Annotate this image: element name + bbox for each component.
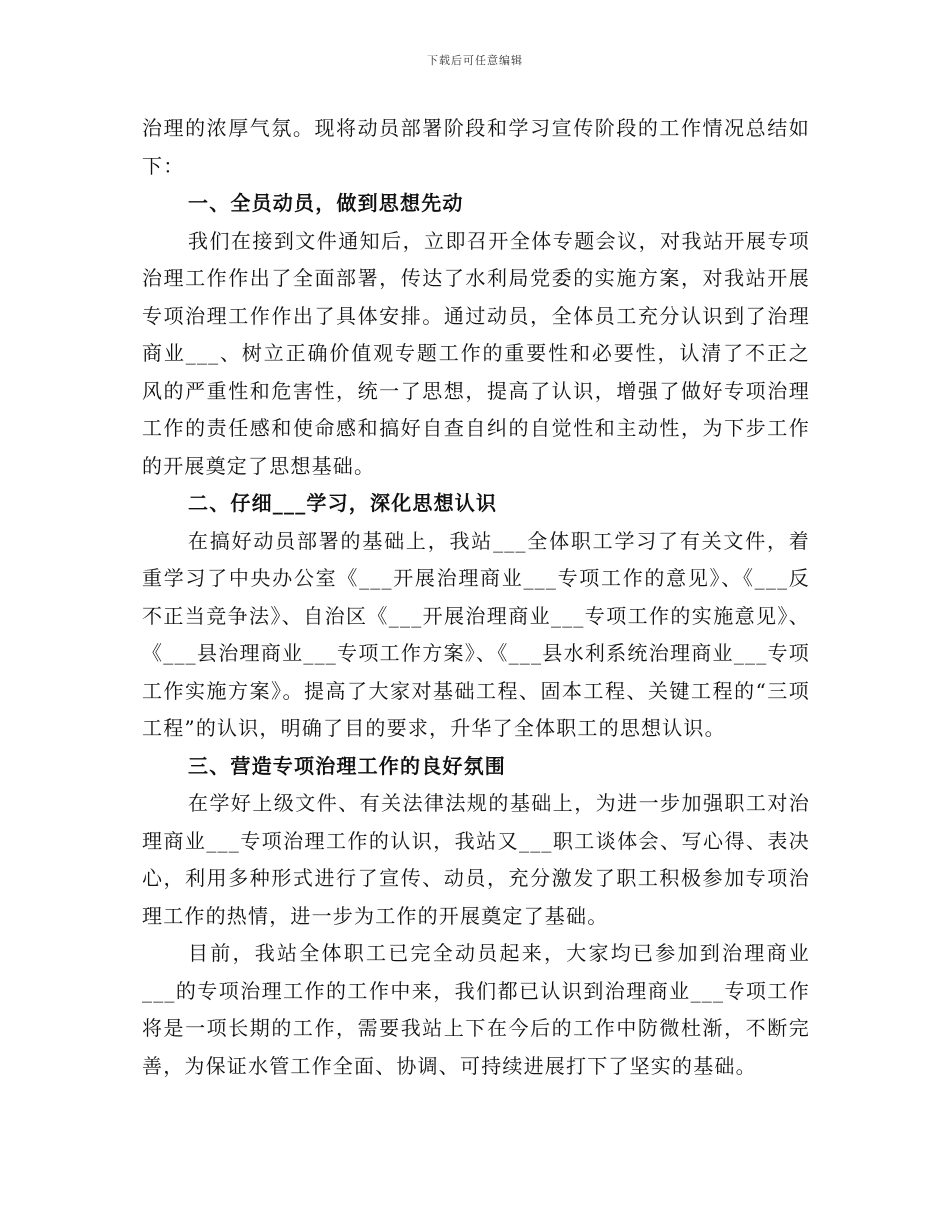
paragraph-study: 在搞好动员部署的基础上，我站___全体职工学习了有关文件，着重学习了中央办公室《___开展治理商业___专项工作的意见》、《___反不正当竞争法》、自治区《___开展治理商业___专项工作的实施意见》、《___县治理商业___专项工作方案》、《___县水利系统治理商业___专项工作实施方案》。提高了大家对基础工程、固本工程、关键工程的“三项工程”的认识，明确了目的要求，升华了全体职工的思想认识。	[142, 528, 810, 740]
document-body	[142, 110, 810, 1085]
section-heading-3: 三、营造专项治理工作的良好氛围	[188, 753, 506, 778]
section-heading-1: 一、全员动员，做到思想先动	[188, 191, 464, 215]
paragraph-mobilization: 我们在接到文件通知后，立即召开全体专题会议，对我站开展专项治理工作作出了全面部署，传达了水利局党委的实施方案，对我站开展专项治理工作作出了具体安排。通过动员，全体员工充分认识到了治理商业___、树立正确价值观专题工作的重要性和必要性，认清了不正之风的严重性和危害性，统一了思想，提高了认识，增强了做好专项治理工作的责任感和使命感和搞好自查自纠的自觉性和主动性，为下步工作的开展奠定了思想基础。	[142, 228, 810, 478]
header-note: 下载后可任意编辑	[427, 54, 523, 67]
paragraph-intro: 治理的浓厚气氛。现将动员部署阶段和学习宣传阶段的工作情况总结如下：	[142, 116, 810, 178]
paragraph-current-status: 目前，我站全体职工已完全动员起来，大家均已参加到治理商业___的专项治理工作的工作中来，我们都已认识到治理商业___专项工作将是一项长期的工作，需要我站上下在今后的工作中防微杜渐，不断完善，为保证水管工作全面、协调、可持续进展打下了坚实的基础。	[142, 941, 810, 1078]
paragraph-atmosphere: 在学好上级文件、有关法律法规的基础上，为进一步加强职工对治理商业___专项治理工作的认识，我站又___职工谈体会、写心得、表决心，利用多种形式进行了宣传、动员，充分激发了职工积极参加专项治理工作的热情，进一步为工作的开展奠定了基础。	[142, 791, 810, 928]
section-heading-2: 二、仔细___学习，深化思想认识	[188, 491, 498, 515]
